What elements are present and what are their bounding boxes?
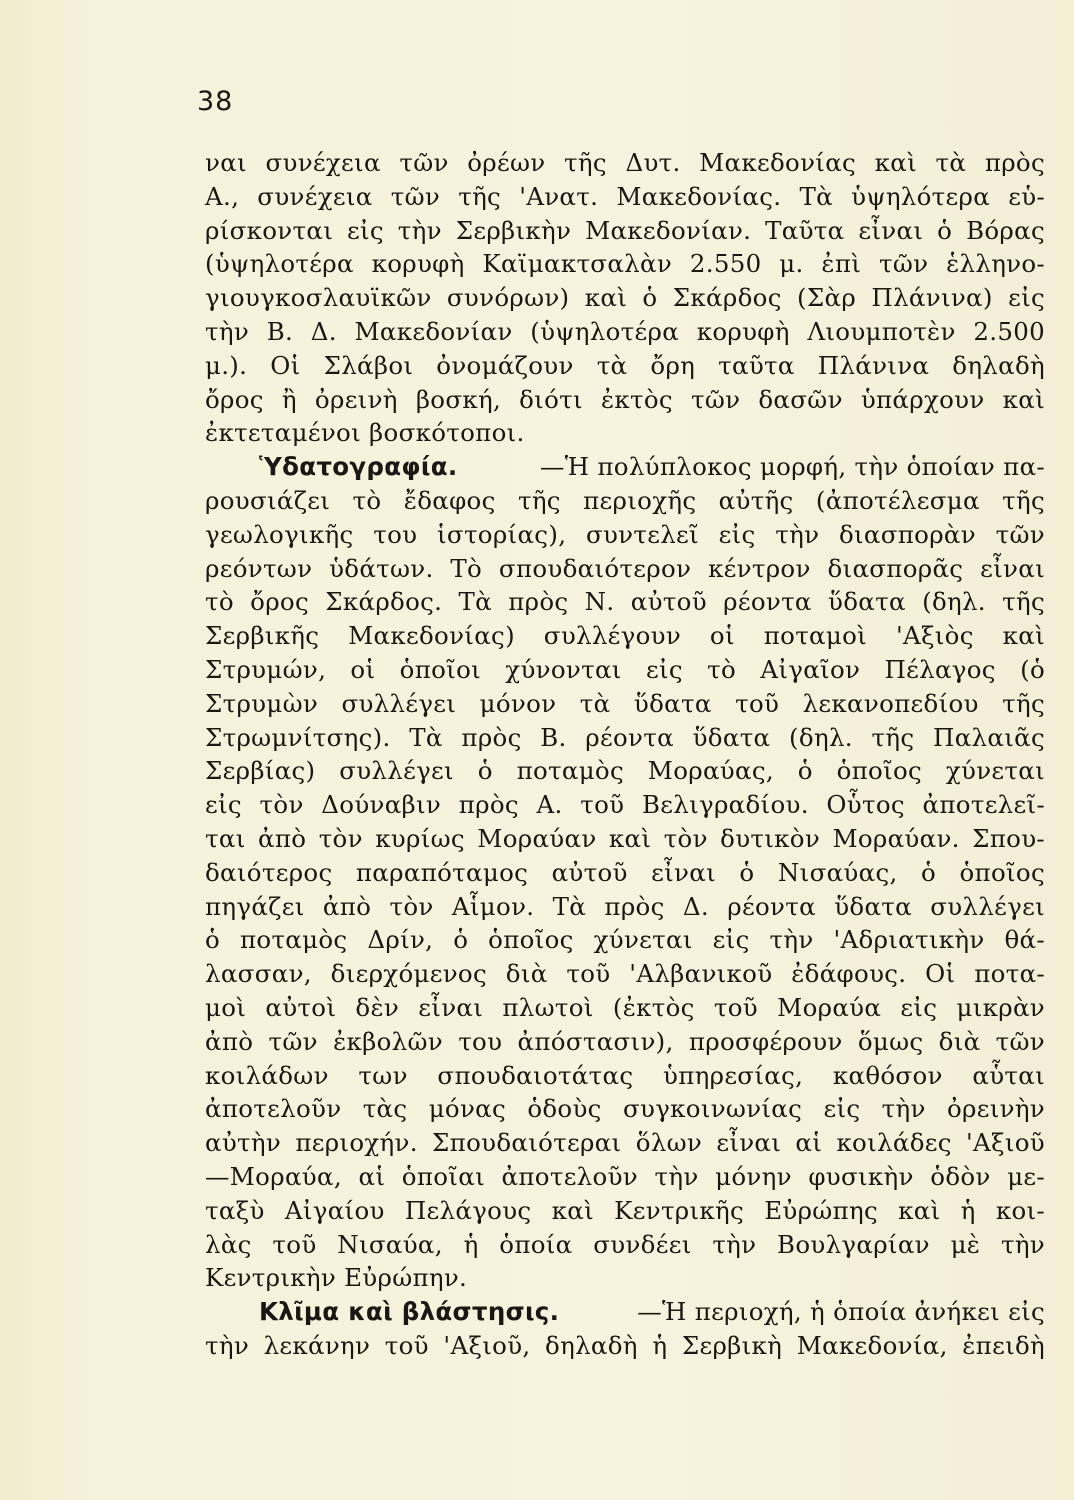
text-line: μ.). Οἱ Σλάβοι ὀνομάζουν τὰ ὄρη ταῦτα Πλάνινα δηλαδὴ (205, 350, 1045, 380)
text-line: τὴν λεκάνην τοῦ 'Αξιοῦ, δηλαδὴ ἡ Σερβικὴ Μακεδονία, ἐπειδὴ (205, 1330, 1045, 1360)
paragraph-hydrography (205, 450, 1045, 1295)
text-line: Σερβίας) συλλέγει ὁ ποταμὸς Μοραύας, ὁ ὁποῖος χύνεται (205, 756, 1045, 786)
text-line: Στρωμνίτσης). Τὰ πρὸς Β. ρέοντα ὕδατα (δηλ. τῆς Παλαιᾶς (205, 722, 1045, 752)
text-line: τὸ ὄρος Σκάρδος. Τὰ πρὸς Ν. αὐτοῦ ρέοντα ὕδατα (δηλ. τῆς (205, 587, 1045, 617)
text-run: —Ἡ πολύπλοκος μορφή, τὴν ὁποίαν πα- (539, 452, 1045, 482)
text-line: γιουγκοσλαυϊκῶν συνόρων) καὶ ὁ Σκάρδος (Σὰρ Πλάνινα) εἰς (205, 283, 1045, 313)
text-line: Στρυμὼν συλλέγει μόνον τὰ ὕδατα τοῦ λεκανοπεδίου τῆς (205, 688, 1045, 718)
text-line: ἀπὸ τῶν ἐκβολῶν του ἀπόστασιν), προσφέρουν ὅμως διὰ τῶν (205, 1026, 1045, 1056)
text-line: ρεόντων ὑδάτων. Τὸ σπουδαιότερον κέντρον διασπορᾶς εἶναι (205, 553, 1045, 583)
text-line: εἰς τὸν Δούναβιν πρὸς Α. τοῦ Βελιγραδίου. Οὗτος ἀποτελεῖ- (205, 790, 1045, 820)
page-number: 38 (197, 86, 234, 117)
text-line: ἐκτεταμένοι βοσκότοποι. (205, 418, 525, 448)
text-line: λὰς τοῦ Νισαύα, ἡ ὁποία συνδέει τὴν Βουλγαρίαν μὲ τὴν (205, 1229, 1045, 1259)
text-line: ναι συνέχεια τῶν ὀρέων τῆς Δυτ. Μακεδονίας καὶ τὰ πρὸς (205, 148, 1045, 177)
text-line: Α., συνέχεια τῶν τῆς 'Ανατ. Μακεδονίας. Τὰ ὑψηλότερα εὑ- (205, 181, 1045, 211)
text-line: ται ἀπὸ τὸν κυρίως Μοραύαν καὶ τὸν δυτικὸν Μοραύαν. Σπου- (205, 823, 1045, 853)
paragraph-mountains (205, 146, 1045, 450)
text-line: αὐτὴν περιοχήν. Σπουδαιότεραι ὅλων εἶναι αἱ κοιλάδες 'Αξιοῦ (205, 1128, 1045, 1158)
text-line: ὄρος ἢ ὀρεινὴ βοσκή, διότι ἐκτὸς τῶν δασῶν ὑπάρχουν καὶ (205, 384, 1045, 414)
text-run: —Ἡ περιοχή, ἡ ὁποία ἀνήκει εἰς (637, 1297, 1045, 1327)
text-line: κοιλάδων των σπουδαιοτάτας ὑπηρεσίας, καθόσον αὗται (205, 1060, 1045, 1090)
text-line (205, 450, 1045, 484)
text-line: γεωλογικῆς του ἱστορίας), συντελεῖ εἰς τὴν διασπορὰν τῶν (205, 519, 1045, 549)
paragraph-climate (205, 1295, 1045, 1363)
text-line: πηγάζει ἀπὸ τὸν Αἷμον. Τὰ πρὸς Δ. ρέοντα ὕδατα συλλέγει (205, 891, 1045, 921)
text-line: μοὶ αὐτοὶ δὲν εἶναι πλωτοὶ (ἐκτὸς τοῦ Μοραύα εἰς μικρὰν (205, 992, 1045, 1022)
text-line: ἀποτελοῦν τὰς μόνας ὁδοὺς συγκοινωνίας εἰς τὴν ὀρεινὴν (205, 1094, 1045, 1124)
text-line: Στρυμών, οἱ ὁποῖοι χύνονται εἰς τὸ Αἰγαῖον Πέλαγος (ὁ (205, 654, 1045, 684)
text-line: λασσαν, διερχόμενος διὰ τοῦ 'Αλβανικοῦ ἐδάφους. Οἱ ποτα- (205, 959, 1045, 989)
text-line: τὴν Β. Δ. Μακεδονίαν (ὑψηλοτέρα κορυφὴ Λιουμποτὲν 2.500 (205, 316, 1045, 346)
text-line: —Μοραύα, αἱ ὁποῖαι ἀποτελοῦν τὴν μόνην φυσικὴν ὁδὸν με- (205, 1161, 1045, 1191)
section-heading-hydrography: Ὑδατογραφία. (259, 452, 458, 482)
body-text (205, 146, 1045, 1363)
text-line: ρουσιάζει τὸ ἔδαφος τῆς περιοχῆς αὐτῆς (ἀποτέλεσμα τῆς (205, 485, 1045, 515)
text-line: ὁ ποταμὸς Δρίν, ὁ ὁποῖος χύνεται εἰς τὴν 'Αδριατικὴν θά- (205, 925, 1045, 955)
text-line: Σερβικῆς Μακεδονίας) συλλέγουν οἱ ποταμοὶ 'Αξιὸς καὶ (205, 621, 1045, 651)
section-heading-climate: Κλῖμα καὶ βλάστησις. (259, 1297, 560, 1327)
text-line (205, 1295, 1045, 1329)
text-line: ταξὺ Αἰγαίου Πελάγους καὶ Κεντρικῆς Εὐρώπης καὶ ἡ κοι- (205, 1195, 1045, 1225)
text-line: ρίσκονται εἰς τὴν Σερβικὴν Μακεδονίαν. Ταῦτα εἶναι ὁ Βόρας (205, 215, 1045, 245)
text-line: (ὑψηλοτέρα κορυφὴ Καϊμακτσαλὰν 2.550 μ. ἐπὶ τῶν ἑλληνο- (205, 249, 1045, 279)
text-line: δαιότερος παραπόταμος αὐτοῦ εἶναι ὁ Νισαύας, ὁ ὁποῖος (205, 857, 1045, 887)
text-line: Κεντρικὴν Εὐρώπην. (205, 1263, 468, 1293)
